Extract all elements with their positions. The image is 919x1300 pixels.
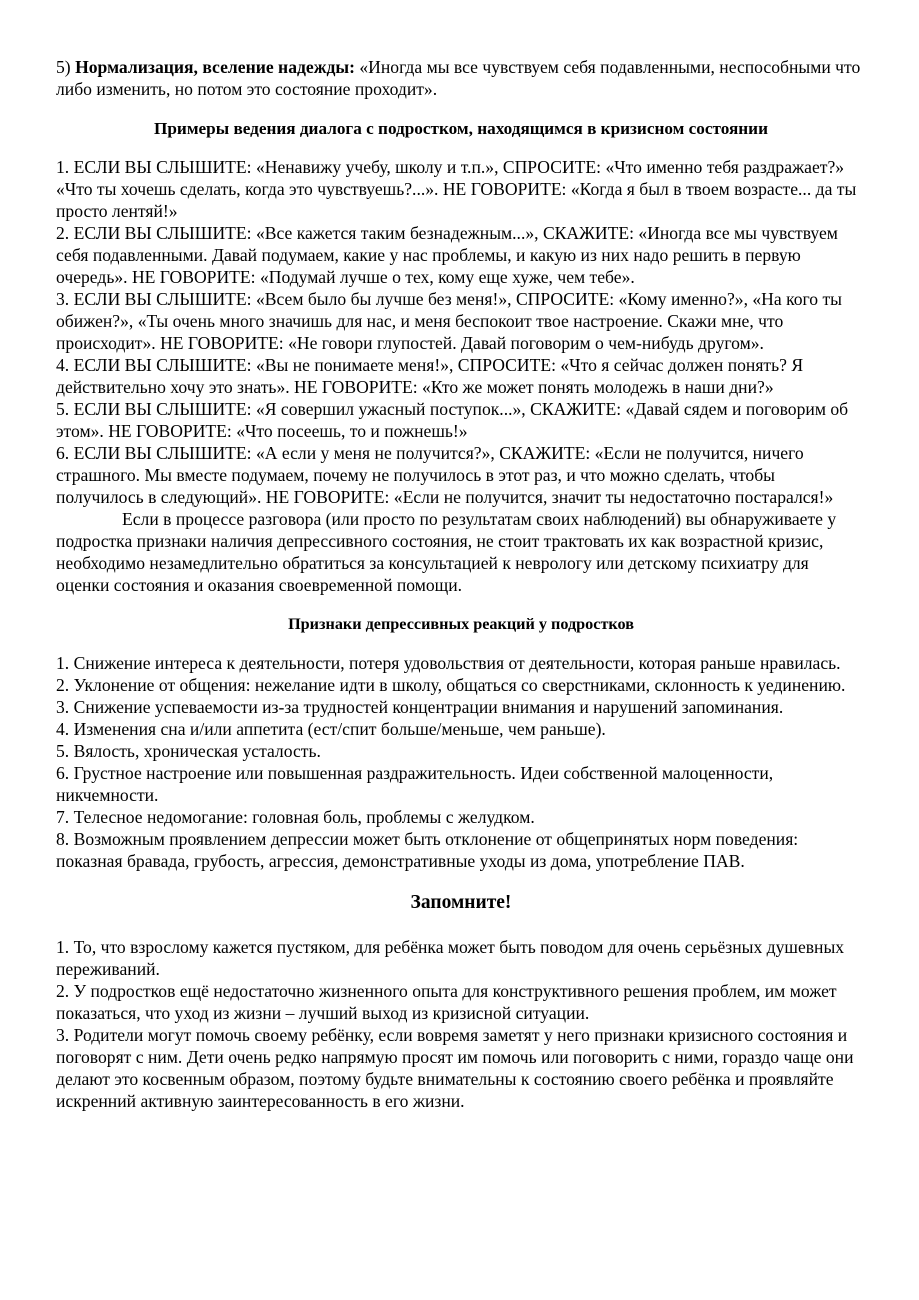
signs-heading: Признаки депрессивных реакций у подростков (288, 615, 634, 633)
dialog-example-item: 6. ЕСЛИ ВЫ СЛЫШИТЕ: «А если у меня не получится?», СКАЖИТЕ: «Если не получится, ничего страшного. Мы вместе подумаем, почему не получилось в этот раз, и что можно сделать, чтобы получилось в следующий». НЕ ГОВОРИТЕ: «Если не получится, значит ты недостаточно постарался!» (56, 443, 834, 507)
dialog-example-item: 5. ЕСЛИ ВЫ СЛЫШИТЕ: «Я совершил ужасный поступок...», СКАЖИТЕ: «Давай сядем и поговорим об этом». НЕ ГОВОРИТЕ: «Что посеешь, то и пожнешь!» (56, 399, 849, 441)
dialog-example-item: 4. ЕСЛИ ВЫ СЛЫШИТЕ: «Вы не понимаете меня!», СПРОСИТЕ: «Что я сейчас должен понять? Я действительно хочу это знать». НЕ ГОВОРИТЕ: «Кто же может понять молодежь в наши дни?» (56, 355, 804, 397)
intro-paragraph (56, 56, 866, 100)
sign-item: 3. Снижение успеваемости из-за трудностей концентрации внимания и нарушений запоминания. (56, 697, 784, 717)
remember-list (56, 936, 866, 1112)
signs-list (56, 652, 866, 872)
dialog-example-item: 2. ЕСЛИ ВЫ СЛЫШИТЕ: «Все кажется таким безнадежным...», СКАЖИТЕ: «Иногда все мы чувствуем себя подавленными. Давай подумаем, какие у нас проблемы, и какую из них надо решить в первую очередь». НЕ ГОВОРИТЕ: «Подумай лучше о тех, кому еще хуже, чем тебе». (56, 223, 838, 287)
sign-item: 6. Грустное настроение или повышенная раздражительность. Идеи собственной малоценности, никчемности. (56, 763, 774, 805)
sign-item: 2. Уклонение от общения: нежелание идти в школу, общаться со сверстниками, склонность к уединению. (56, 675, 846, 695)
advice-paragraph: Если в процессе разговора (или просто по результатам своих наблюдений) вы обнаруживаете у подростка признаки наличия депрессивного состояния, не стоит трактовать их как возрастной кризис, необходимо незамедлительно обратиться за консультацией к неврологу или детскому психиатру для оценки состояния и оказания своевременной помощи. (56, 509, 837, 595)
remember-item: 1. То, что взрослому кажется пустяком, для ребёнка может быть поводом для очень серьёзных душевных переживаний. (56, 937, 845, 979)
sign-item: 7. Телесное недомогание: головная боль, проблемы с желудком. (56, 807, 535, 827)
sign-item: 8. Возможным проявлением депрессии может быть отклонение от общепринятых норм поведения: показная бравада, грубость, агрессия, демонстративные уходы из дома, употребление ПАВ. (56, 829, 799, 871)
remember-item: 2. У подростков ещё недостаточно жизненного опыта для конструктивного решения проблем, им может показаться, что уход из жизни – лучший выход из кризисной ситуации. (56, 981, 837, 1023)
document-page (56, 56, 866, 1112)
dialog-example-item: 3. ЕСЛИ ВЫ СЛЫШИТЕ: «Всем было бы лучше без меня!», СПРОСИТЕ: «Кому именно?», «На кого ты обижен?», «Ты очень много значишь для нас, и меня беспокоит твое настроение. Скажи мне, что происходит». НЕ ГОВОРИТЕ: «Не говори глупостей. Давай поговорим о чем-нибудь другом». (56, 289, 843, 353)
dialog-heading: Примеры ведения диалога с подростком, находящимся в кризисном состоянии (154, 119, 768, 138)
dialog-examples-list (56, 156, 866, 508)
remember-heading: Запомните! (410, 892, 512, 913)
dialog-example-item: 1. ЕСЛИ ВЫ СЛЫШИТЕ: «Ненавижу учебу, школу и т.п.», СПРОСИТЕ: «Что именно тебя раздражает?» «Что ты хочешь сделать, когда это чувствуешь?...». НЕ ГОВОРИТЕ: «Когда я был в твоем возрасте... да ты просто лентяй!» (56, 157, 857, 221)
intro-number: 5) (56, 57, 71, 77)
sign-item: 5. Вялость, хроническая усталость. (56, 741, 321, 761)
sign-item: 4. Изменения сна и/или аппетита (ест/спит больше/меньше, чем раньше). (56, 719, 606, 739)
intro-bold-label: Нормализация, вселение надежды: (75, 57, 355, 77)
remember-item: 3. Родители могут помочь своему ребёнку, если вовремя заметят у него признаки кризисного состояния и поговорят с ним. Дети очень редко напрямую просят им помочь или поговорить с ними, гораздо чаще они делают это косвенным образом, поэтому будьте внимательны к состоянию своего ребёнка и проявляйте искренний активную заинтересованность в его жизни. (56, 1025, 854, 1111)
sign-item: 1. Снижение интереса к деятельности, потеря удовольствия от деятельности, которая раньше нравилась. (56, 653, 841, 673)
intro-text: «Иногда мы все чувствуем себя подавленными, неспособными что либо изменить, но потом это состояние проходит». (56, 57, 861, 99)
